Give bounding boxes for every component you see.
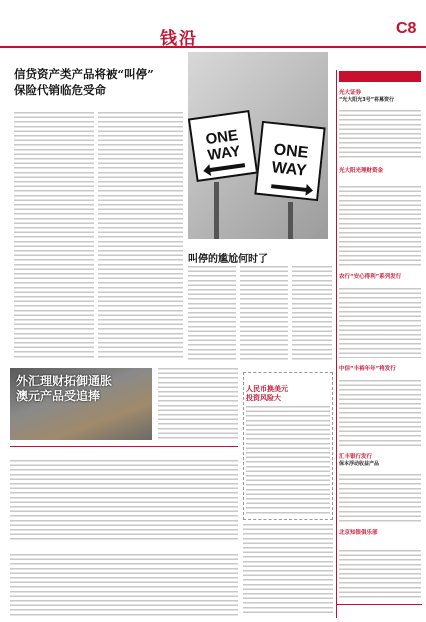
lower-feature-headline bbox=[16, 374, 146, 404]
box-story-body bbox=[246, 406, 330, 516]
one-way-signs-photo bbox=[188, 52, 328, 239]
sidebar-item-title: 农行“安心得利”系列发行 bbox=[339, 274, 402, 280]
currency-photo bbox=[10, 368, 152, 440]
sidebar-item-title: 光大阳光理财资金 bbox=[339, 168, 384, 174]
box-headline-line2: 投资风险大 bbox=[246, 393, 281, 402]
middle-body-col2 bbox=[240, 266, 288, 362]
sidebar-item-1 bbox=[339, 88, 394, 103]
box-story-body-2 bbox=[243, 524, 333, 616]
sidebar-item-5 bbox=[339, 452, 379, 467]
lower-divider bbox=[10, 446, 238, 447]
sign-pole-right bbox=[288, 202, 293, 239]
arrow-left-icon bbox=[209, 163, 245, 172]
sidebar-footer bbox=[336, 604, 422, 618]
sidebar-item-2 bbox=[339, 166, 383, 174]
lower-body-1 bbox=[10, 460, 238, 540]
sidebar-item-5-body bbox=[339, 474, 421, 522]
lower-headline-line1: 外汇理财拓御通胀 bbox=[16, 374, 113, 388]
lower-body-2 bbox=[10, 554, 238, 616]
sign-text-right: ONE WAY bbox=[270, 141, 310, 180]
one-way-sign-left bbox=[188, 110, 258, 182]
middle-body-col1 bbox=[188, 266, 236, 362]
one-way-sign-right bbox=[254, 121, 325, 201]
section-title: 钱沿 bbox=[160, 29, 198, 49]
box-story-headline bbox=[246, 384, 288, 402]
sidebar-item-subtitle: “光大阳光3号”将募资行 bbox=[339, 97, 395, 103]
sidebar-header bbox=[339, 71, 421, 82]
lead-body-col1 bbox=[14, 112, 94, 358]
lower-headline-line2: 澳元产品受追捧 bbox=[16, 389, 101, 403]
sidebar-item-4 bbox=[339, 364, 396, 372]
sidebar-item-subtitle: 保本浮动收益产品 bbox=[339, 461, 380, 467]
page-header bbox=[0, 0, 426, 48]
middle-body-col3 bbox=[292, 266, 332, 362]
sidebar-item-2-body bbox=[339, 186, 421, 266]
sidebar-item-title: 北京知银俱乐部 bbox=[339, 530, 378, 536]
sidebar-item-3 bbox=[339, 272, 401, 280]
sidebar-item-4-body bbox=[339, 380, 421, 446]
sidebar-item-title: 汇丰银行发行 bbox=[339, 454, 373, 460]
sidebar-item-3-body bbox=[339, 288, 421, 358]
page-number: C8 bbox=[396, 20, 417, 37]
arrow-right-icon bbox=[271, 184, 307, 192]
lead-headline-line2: 保险代销临危受命 bbox=[14, 83, 106, 97]
sidebar-item-6-body bbox=[339, 550, 421, 600]
lower-intro-text bbox=[158, 368, 238, 440]
sidebar-item-title: 光大证券 bbox=[339, 90, 362, 96]
middle-headline: 叫停的尴尬何时了 bbox=[188, 254, 268, 265]
sign-pole-left bbox=[214, 182, 219, 239]
sidebar-item-title: 中信“丰裕年年”将发行 bbox=[339, 366, 396, 372]
sidebar-item-6 bbox=[339, 528, 378, 536]
lead-headline bbox=[14, 66, 179, 98]
lead-body-col2 bbox=[98, 112, 183, 358]
sidebar-item-1-body bbox=[339, 110, 421, 160]
lead-headline-line1: 信贷资产类产品将被“叫停” bbox=[14, 67, 154, 81]
box-headline-line1: 人民币换美元 bbox=[246, 384, 288, 393]
sign-text-left: ONE WAY bbox=[204, 126, 242, 165]
